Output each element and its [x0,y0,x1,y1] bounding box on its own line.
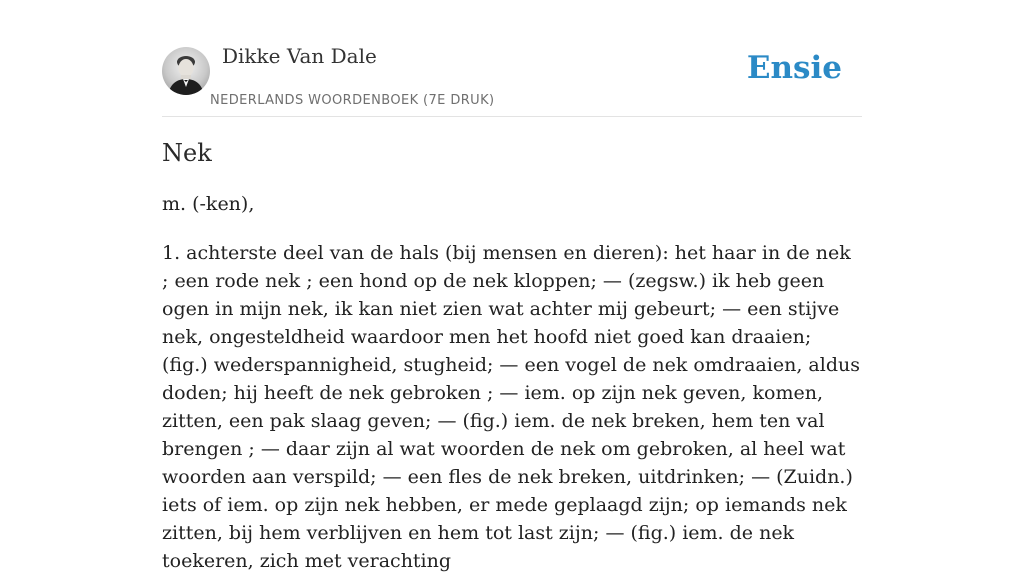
source-subtitle: NEDERLANDS WOORDENBOEK (7E DRUK) [210,93,495,108]
source-title[interactable]: Dikke Van Dale [222,44,377,68]
entry-definition: 1. achterste deel van de hals (bij mensen en dieren): het haar in de nek ; een rode nek ; een hond op de nek kloppen; — (zegsw.) ik heb geen ogen in mijn nek, ik kan niet zien wat achter mij gebeurt; — een stijve nek, ongesteldheid waardoor men het hoofd niet goed kan draaien; (fig.) wederspannigheid, stugheid; — een vogel de nek omdraaien, aldus doden; hij heeft de nek gebroken ; — iem. op zijn nek geven, komen, zitten, een pak slaag geven; — (fig.) iem. de nek breken, hem ten val brengen ; — daar zijn al wat woorden de nek om gebroken, al heel wat woorden aan verspild; — een fles de nek breken, uitdrinken; — (Zuidn.) iets of iem. op zijn nek hebben, er mede geplaagd zijn; op iemands nek zitten, bij hem verblijven en hem tot last zijn; — (fig.) iem. de nek toekeren, zich met verachting [162,242,860,572]
entry-headword: Nek [162,139,212,167]
entry-grammar: m. (-ken), [162,193,255,215]
portrait-icon [162,47,210,95]
brand-logo[interactable]: Ensie [746,50,842,86]
source-header [162,0,862,117]
dictionary-page [162,0,862,572]
source-avatar[interactable] [162,47,210,95]
